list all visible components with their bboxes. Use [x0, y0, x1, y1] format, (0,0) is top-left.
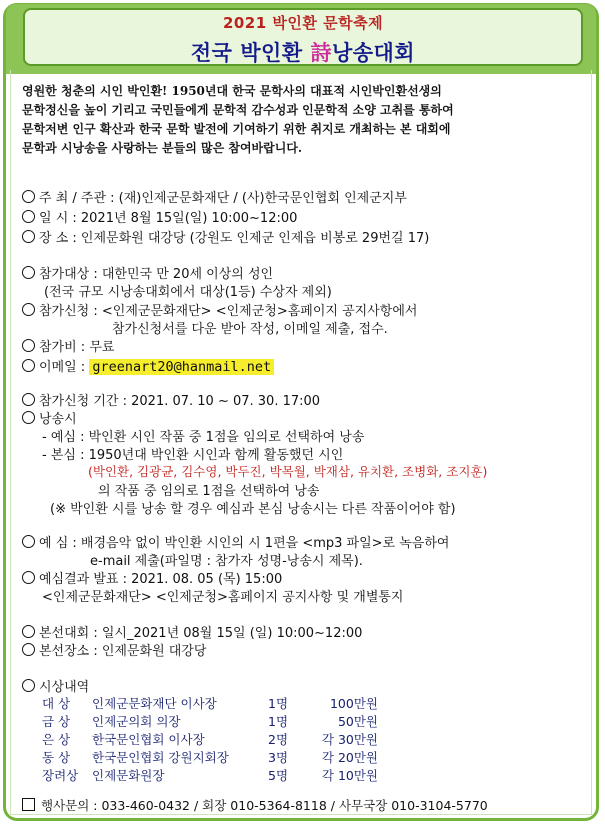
award-count: 1명: [268, 714, 289, 729]
apply-row: [22, 300, 417, 319]
intro-line-4: 문학과 시낭송을 사랑하는 분들의 많은 참여바랍니다.: [22, 141, 303, 155]
title-box: [23, 8, 583, 66]
award-prize: 각 20만원: [321, 750, 378, 765]
award-count: 1명: [268, 696, 289, 711]
poet-list: (박인환, 김광균, 김수영, 박두진, 박목월, 박재삼, 유치환, 조병화, 조지훈): [88, 464, 488, 479]
fee-row: [22, 336, 114, 355]
prelim-text-2: e-mail 제출(파일명 : 참가자 성명-낭송시 제목).: [90, 554, 363, 569]
eligibility-note: (전국 규모 시낭송대회에서 대상(1등) 수상자 제외): [44, 285, 332, 300]
circle-bullet-icon: [22, 359, 35, 372]
circle-bullet-icon: [22, 643, 35, 656]
award-giver: 인제군문화재단 이사장: [92, 696, 217, 711]
circle-bullet-icon: [22, 679, 35, 692]
circle-bullet-icon: [22, 266, 35, 279]
award-giver: 한국문인협회 강원지회장: [92, 750, 229, 765]
final-venue-row: [22, 640, 206, 659]
award-giver: 한국문인협회 이사장: [92, 732, 205, 747]
circle-bullet-icon: [22, 571, 35, 584]
host-row: [22, 187, 407, 206]
title-poem-char: 詩: [310, 41, 332, 65]
award-grade: 금 상: [42, 714, 71, 729]
award-prize: 100만원: [329, 696, 378, 711]
circle-bullet-icon: [22, 210, 35, 223]
prelim-text: 예 심 : 배경음악 없이 박인환 시인의 시 1편을 <mp3 파일>로 녹음하여: [39, 536, 450, 551]
poems-row: [22, 408, 77, 427]
circle-bullet-icon: [22, 339, 35, 352]
title-suffix: 낭송대회: [331, 41, 416, 65]
period-row: [22, 390, 320, 409]
prelim-poem-text: - 예심 : 박인환 시인 작품 중 1점을 임의로 선택하여 낭송: [42, 430, 365, 445]
festival-subtitle: 2021 박인환 문학축제: [222, 14, 384, 32]
email-row: [22, 356, 274, 375]
final-poem-text: - 본심 : 1950년대 박인환 시인과 함께 활동했던 시인: [42, 448, 344, 463]
intro-line-3: 문학저변 인구 확산과 한국 문학 발전에 기여하기 위한 취지로 개최하는 본 대회에: [22, 122, 451, 136]
email-address-link[interactable]: greenart20@hanmail.net: [89, 359, 274, 375]
award-giver: 인제문화원장: [92, 768, 165, 783]
award-count: 2명: [268, 732, 289, 747]
circle-bullet-icon: [22, 190, 35, 203]
venue-text: 장 소 : 인제문화원 대강당 (강원도 인제군 인제읍 비봉로 29번길 17): [39, 231, 430, 246]
contact-row: [22, 796, 488, 814]
awards-row: [22, 676, 89, 695]
contact-text: 행사문의 : 033-460-0432 / 회장 010-5364-8118 / 사무국장 010-3104-5770: [41, 798, 488, 813]
square-bullet-icon: [22, 798, 35, 811]
circle-bullet-icon: [22, 230, 35, 243]
host-text: 주 최 / 주관 : (재)인제군문화재단 / (사)한국문인협회 인제군지부: [39, 191, 407, 206]
final-poem-text-2: 의 작품 중 임의로 1점을 선택하여 낭송: [98, 484, 320, 499]
venue-row: [22, 227, 429, 246]
poems-title: 낭송시: [39, 412, 77, 427]
award-grade: 장려상: [42, 768, 79, 783]
final-text: 본선대회 : 일시_2021년 08월 15일 (일) 10:00~12:00: [39, 626, 363, 641]
date-row: [22, 207, 297, 226]
award-giver: 인제군의회 의장: [92, 714, 181, 729]
fee-text: 참가비 : 무료: [39, 340, 115, 355]
eligibility-row: [22, 263, 273, 282]
award-count: 3명: [268, 750, 289, 765]
result-row: [22, 568, 282, 587]
award-prize: 각 10만원: [321, 768, 378, 783]
awards-title: 시상내역: [39, 680, 90, 695]
final-venue-text: 본선장소 : 인제문화원 대강당: [39, 644, 207, 659]
result-text: 예심결과 발표 : 2021. 08. 05 (목) 15:00: [39, 572, 283, 587]
award-prize: 50만원: [337, 714, 378, 729]
award-grade: 대 상: [42, 696, 71, 711]
award-prize: 각 30만원: [321, 732, 378, 747]
intro-line-1: 영원한 청춘의 시인 박인환! 1950년대 한국 문학사의 대표적 시인박인환선생의: [22, 84, 442, 98]
title-prefix: 전국 박인환: [190, 41, 311, 65]
eligibility-text: 참가대상 : 대한민국 만 20세 이상의 성인: [39, 267, 274, 282]
contest-title: [25, 37, 581, 67]
circle-bullet-icon: [22, 535, 35, 548]
circle-bullet-icon: [22, 625, 35, 638]
email-label: 이메일 :: [39, 360, 86, 375]
prelim-row: [22, 532, 449, 551]
circle-bullet-icon: [22, 303, 35, 316]
award-grade: 은 상: [42, 732, 71, 747]
apply-detail: 참가신청서를 다운 받아 작성, 이메일 제출, 접수.: [112, 322, 388, 337]
apply-text: 참가신청 : <인제군문화재단> <인제군청>홈페이지 공지사항에서: [39, 304, 418, 319]
award-count: 5명: [268, 768, 289, 783]
circle-bullet-icon: [22, 411, 35, 424]
period-text: 참가신청 기간 : 2021. 07. 10 ~ 07. 30. 17:00: [39, 394, 321, 409]
poem-note: (※ 박인환 시를 낭송 할 경우 예심과 본심 낭송시는 다른 작품이어야 함): [50, 502, 456, 517]
date-text: 일 시 : 2021년 8월 15일(일) 10:00~12:00: [39, 211, 298, 226]
circle-bullet-icon: [22, 393, 35, 406]
award-grade: 동 상: [42, 750, 71, 765]
final-row: [22, 622, 362, 641]
intro-line-2: 문학정신을 높이 기리고 국민들에게 문학적 감수성과 인문학적 소양 고취를 통하여: [22, 103, 454, 117]
result-text-2: <인제군문화재단> <인제군청>홈페이지 공지사항 및 개별통지: [42, 590, 404, 605]
